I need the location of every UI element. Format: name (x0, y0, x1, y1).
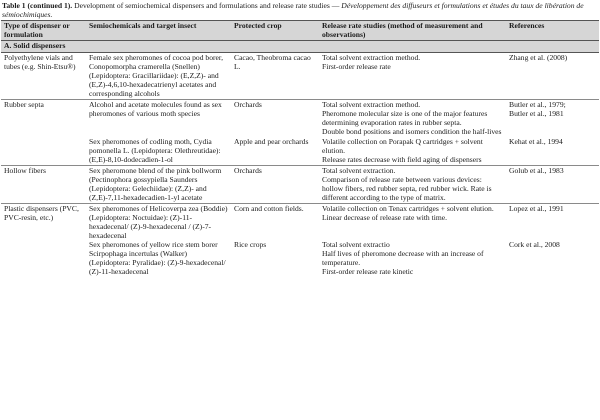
release-cell (319, 100, 506, 137)
reference: Zhang et al. (2008) (509, 53, 568, 63)
header-semiochemicals: Semiochemicals and target insect (86, 21, 231, 41)
reference-cell (506, 165, 599, 203)
reference: Butler et al., 1981 (509, 109, 564, 119)
reference: Kehat et al., 1994 (509, 136, 563, 146)
release-line: Total solvent extraction method. (322, 100, 421, 110)
dispenser-table (1, 20, 599, 277)
semiochemical-cell: Alcohol and acetate molecules found as sex pheromones of various moth species (86, 100, 231, 137)
reference-cell (506, 53, 599, 100)
header-dispenser: Type of dispenser or formulation (1, 21, 86, 41)
release-line: Double bond positions and isomers condition the half-lives (322, 127, 502, 137)
dispenser-cell (1, 137, 86, 165)
reference: Cork et al., 2008 (509, 240, 560, 250)
reference-cell (506, 240, 599, 277)
reference-cell (506, 100, 599, 137)
crop-cell: Cacao, Theobroma cacao L. (231, 53, 319, 100)
release-line: First-order release rate kinetic (322, 267, 414, 277)
semiochemical-cell: Sex pheromones of yellow rice stem borer Scirpophaga incertulas (Walker) (Lepidoptera: Pyralidae): (Z)-9-hexadecenal/ (Z)-11-hexadecenal (89, 240, 226, 277)
crop-cell: Rice crops (234, 240, 267, 250)
dispenser-cell: Plastic dispensers (PVC, PVC-resin, etc.) (1, 203, 86, 240)
release-line: Half lives of pheromone decrease with an increase of temperature. (322, 249, 484, 268)
release-line: Comparison of release rate between various devices: hollow fibers, red rubber septa, red rubber wick. Rate is different according to the type of matrix. (322, 174, 492, 202)
section-heading: A. Solid dispensers (1, 41, 599, 53)
reference-cell (506, 203, 599, 240)
release-line: Linear decrease of release rate with time. (322, 212, 448, 222)
reference: Butler et al., 1979; (509, 100, 566, 110)
reference-cell (506, 137, 599, 165)
release-line: Volatile collection on Tenax cartridges + solvent elution. (322, 203, 494, 213)
reference: Lopez et al., 1991 (509, 203, 564, 213)
caption-title-fr: Développement des diffuseurs et formulations et études du taux de libération de sémiochimiques. (2, 1, 584, 20)
release-cell (319, 137, 506, 165)
header-crop: Protected crop (231, 21, 319, 41)
dispenser-cell: Hollow fibers (1, 165, 86, 203)
release-line: Release rates decrease with field aging of dispensers (322, 154, 482, 164)
reference: Golub et al., 1983 (509, 165, 564, 175)
semiochemical-cell: Female sex pheromones of cocoa pod borer, Conopomorpha cramerella (Snellen) (Lepidoptera: Gracillariidae): (E,Z,Z)- and (E,Z)-4,6,10-hexadecatrienyl acetates and corresponding alcohols (86, 53, 231, 100)
table-row (1, 100, 599, 137)
release-cell (319, 240, 506, 277)
dispenser-cell: Rubber septa (1, 100, 86, 137)
release-line: Pheromone molecular size is one of the major features determining evaporation rates in rubber septa. (322, 109, 488, 128)
table-row (1, 53, 599, 100)
release-line: Total solvent extraction. (322, 165, 396, 175)
dispenser-cell (1, 240, 86, 277)
crop-cell: Orchards (231, 165, 319, 203)
semiochemical-cell: Sex pheromones of codling moth, Cydia pomonella L. (Lepidoptera: Olethreutidae): (E,E)-8,10-dodecadien-1-ol (89, 136, 221, 164)
release-cell (319, 165, 506, 203)
semiochemical-cell: Sex pheromone blend of the pink bollworm (Pectinophora gossypiella Saunders (Lepidoptera: Gelechiidae): (Z,Z)- and (Z,E)-7,11-hexadecadien-1-yl acetate (86, 165, 231, 203)
semiochemical-cell: Sex pheromones of Helicoverpa zea (Boddie) (Lepidoptera: Noctuidae): (Z)-11-hexadecenal/ (Z)-9-hexadecenal / (Z)-7-hexadecenal (86, 203, 231, 240)
table-row (1, 137, 599, 165)
release-line: First-order release rate (322, 62, 391, 72)
caption-label: Table 1 (continued 1). (2, 1, 73, 10)
table-caption (2, 1, 598, 19)
release-cell (319, 203, 506, 240)
table-header (1, 21, 599, 41)
crop-cell: Apple and pear orchards (234, 136, 309, 146)
header-release: Release rate studies (method of measurement and observations) (319, 21, 506, 41)
release-line: Total solvent extraction method. (322, 53, 421, 63)
caption-title-en: Development of semiochemical dispensers and formulations and release rate studies — (72, 1, 342, 10)
header-references: References (506, 21, 599, 41)
release-cell (319, 53, 506, 100)
release-line: Total solvent extractio (322, 240, 390, 250)
release-line: Volatile collection on Porapak Q cartridges + solvent elution. (322, 136, 483, 155)
dispenser-cell: Polyethylene vials and tubes (e.g. Shin-Etsu®) (1, 53, 86, 100)
table-row (1, 240, 599, 277)
crop-cell: Orchards (231, 100, 319, 137)
crop-cell: Corn and cotton fields. (231, 203, 319, 240)
table-row (1, 203, 599, 240)
table-row (1, 165, 599, 203)
